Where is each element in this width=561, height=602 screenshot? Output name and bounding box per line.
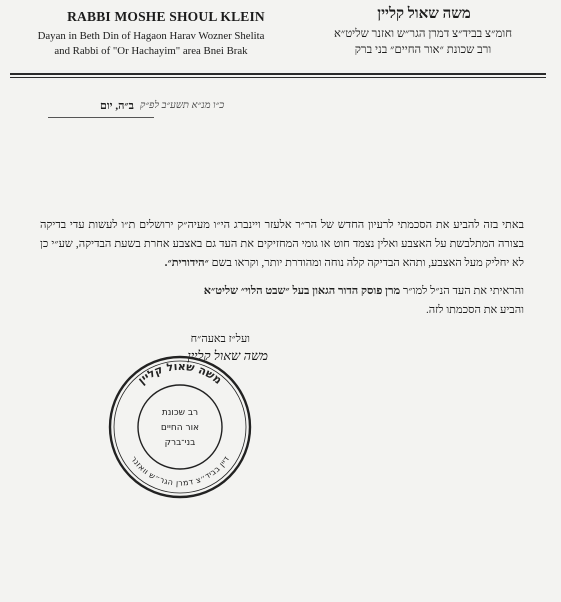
letterhead-english-line1: Dayan in Beth Din of Hagaon Harav Wozner Shelita <box>37 30 265 42</box>
seal-bottom-arc: דיין בביד״צ דמרן הגר״ש וואזנר <box>129 454 232 488</box>
paragraph-1 <box>40 216 524 274</box>
endorser-name: מרן פוסק הדור הגאון בעל ״שבט הלוי״ שליט״א <box>203 284 401 297</box>
letterhead-english-line2: and Rabbi of "Or Hachayim" area Bnei Brak <box>54 45 248 57</box>
seal-center-line-3: בני־ברק <box>164 438 196 448</box>
letter-body <box>40 216 524 320</box>
seal-center-line-2: אור החיים <box>160 423 200 433</box>
date-underline <box>48 117 154 118</box>
letterhead-english-name: RABBI MOSHE SHOUL KLEIN <box>67 9 265 24</box>
seal-center-line-1: רב שכונת <box>161 408 199 418</box>
date-value: כ״ו מנ״א תשע״ב לפ״ק <box>140 100 225 111</box>
paragraph-2 <box>40 282 524 320</box>
paragraph-1-text: באתי בזה להביע את הסכמתי לרעיון החדש של הר״ר אלעזר ויינברג הי״ו מעיה״ק ירושלים ת״ו לעשות עדי בדיקה בצורה המתלבשת על האצבע ואלין נצמד חוט או גומי המחזיקים את העד גם באצבע אחרת בשעת הבדיקה, שע״י כן לא יחליק מעל האצבע, ותהא הבדיקה קלה נוחה ומהודרת יותר, וקראו בשם <box>40 219 524 270</box>
handwritten-signature: משה שאול קליין <box>187 348 268 363</box>
paragraph-2-end: והביע את הסכמתו לזה. <box>425 303 524 316</box>
date-label: ב״ה, יום <box>100 100 134 112</box>
paragraph-2-start: והראיתי את העד הנ״ל למו״ר <box>402 284 524 297</box>
signature-intro: ועל״ז באעה״ח <box>190 333 250 345</box>
product-name: ״הידורית״. <box>164 257 209 270</box>
seal-top-arc: משה שאול קליין <box>135 359 225 387</box>
letterhead-hebrew-line1: חומ״צ בביד״צ דמרן הגר״ש ואזנר שליט״א <box>333 28 513 40</box>
letterhead-hebrew-name: משה שאול קליין <box>377 6 471 22</box>
letterhead-hebrew-line2: ורב שכונת ״אור החיים״ בני ברק <box>354 44 492 56</box>
rabbinical-seal <box>105 352 255 502</box>
letterhead-rule-top <box>10 73 546 75</box>
letterhead-rule-bottom <box>10 77 546 78</box>
